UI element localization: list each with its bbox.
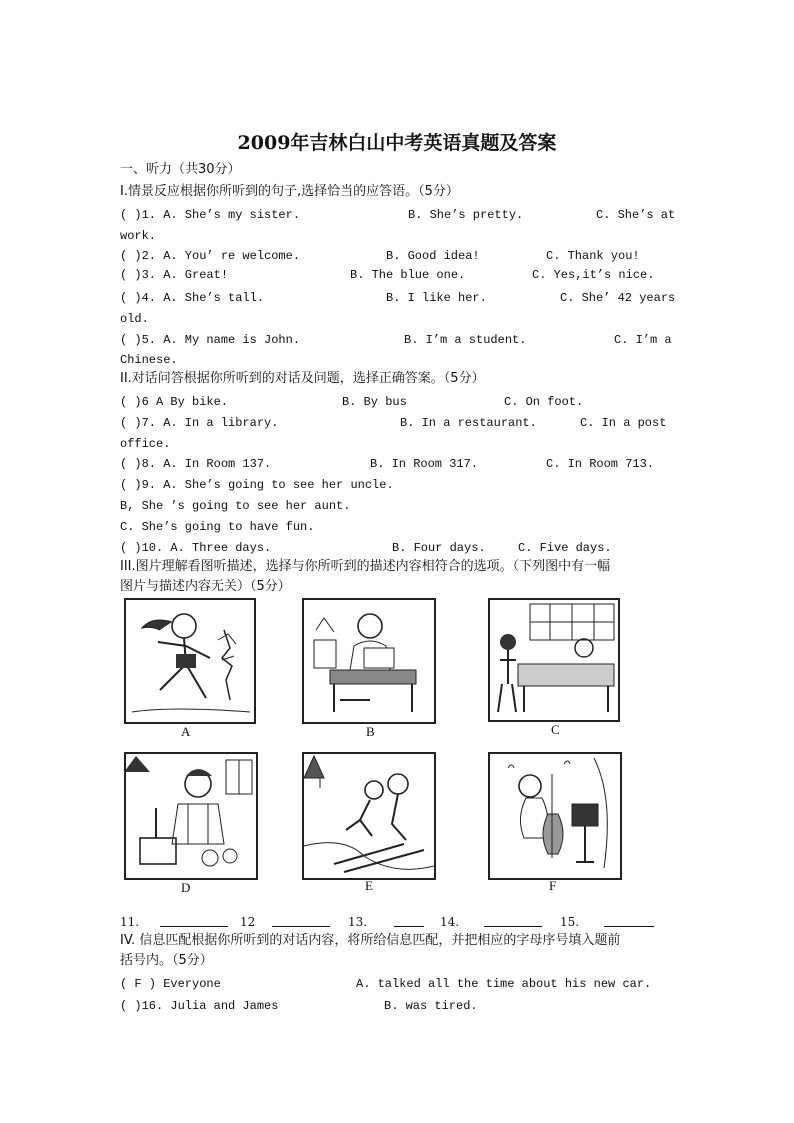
picture-label-f: F: [549, 878, 557, 893]
q3-option-a: ( )3. A. Great!: [120, 268, 229, 282]
q6-option-c: C. On foot.: [504, 395, 584, 409]
picture-e: [302, 752, 436, 880]
section-heading-listening: 一、听力（共30分）: [120, 162, 241, 177]
blank-15[interactable]: [604, 914, 654, 927]
boy-playing-cello-illustration: [490, 754, 620, 878]
q4-option-b: B. I like her.: [386, 291, 487, 305]
q8-option-a: ( )8. A. In Room 137.: [120, 457, 272, 471]
blank-label-14: 14.: [440, 915, 460, 929]
q5-option-b: B. I’m a student.: [404, 333, 527, 347]
q7-option-c: C. In a post: [580, 416, 667, 430]
q1-option-a: ( )1. A. She’s my sister.: [120, 208, 301, 222]
part-iii-heading-cont: 图片与描述内容无关）（5分）: [120, 579, 291, 594]
picture-b: [302, 598, 436, 724]
q5-wrap: Chinese.: [120, 353, 178, 367]
man-cooking-illustration: [126, 754, 256, 878]
running-girl-illustration: [126, 600, 254, 722]
q5-option-c: C. I’m a: [614, 333, 672, 347]
boy-reading-illustration: [304, 600, 434, 722]
q2-option-c: C. Thank you!: [546, 249, 640, 263]
part-iv-heading: IV. 信息匹配根据你所听到的对话内容，将所给信息匹配，并把相应的字母序号填入题前: [120, 933, 621, 948]
q6-option-a: ( )6 A By bike.: [120, 395, 229, 409]
q1-wrap: work.: [120, 229, 157, 243]
q3-option-b: B. The blue one.: [350, 268, 466, 282]
picture-label-e: E: [365, 878, 373, 893]
picture-a: [124, 598, 256, 724]
page-title: 2009年吉林白山中考英语真题及答案: [237, 132, 557, 154]
skiing-illustration: [304, 754, 434, 878]
blank-label-12: 12: [240, 915, 256, 929]
blank-12[interactable]: [272, 914, 330, 927]
picture-c: [488, 598, 620, 722]
example-right: A. talked all the time about his new car.: [356, 977, 652, 991]
q16-right: B. was tired.: [384, 999, 478, 1013]
q6-option-b: B. By bus: [342, 395, 407, 409]
q1-option-b: B. She’s pretty.: [408, 208, 524, 222]
part-iv-heading-cont: 括号内。（5分）: [120, 953, 213, 968]
q8-option-c: C. In Room 713.: [546, 457, 655, 471]
blank-label-11: 11.: [120, 915, 140, 929]
q10-option-a: ( )10. A. Three days.: [120, 541, 272, 555]
q2-option-a: ( )2. A. You’ re welcome.: [120, 249, 301, 263]
q9-option-c: C. She’s going to have fun.: [120, 520, 315, 534]
blank-label-15: 15.: [560, 915, 580, 929]
picture-d: [124, 752, 258, 880]
picture-label-b: B: [366, 724, 375, 739]
picture-f: [488, 752, 622, 880]
q4-wrap: old.: [120, 312, 149, 326]
q1-option-c: C. She’s at: [596, 208, 676, 222]
q4-option-c: C. She’ 42 years: [560, 291, 676, 305]
picture-label-d: D: [181, 880, 191, 895]
blank-label-13: 13.: [348, 915, 368, 929]
blank-13[interactable]: [394, 914, 424, 927]
blank-11[interactable]: [160, 914, 228, 927]
q16-left: ( )16. Julia and James: [120, 999, 279, 1013]
blank-14[interactable]: [484, 914, 542, 927]
q10-option-c: C. Five days.: [518, 541, 612, 555]
q10-option-b: B. Four days.: [392, 541, 486, 555]
q4-option-a: ( )4. A. She’s tall.: [120, 291, 265, 305]
part-i-heading: I.情景反应根据你所听到的句子,选择恰当的应答语。（5分）: [120, 184, 459, 199]
q7-wrap: office.: [120, 437, 171, 451]
q5-option-a: ( )5. A. My name is John.: [120, 333, 301, 347]
q8-option-b: B. In Room 317.: [370, 457, 479, 471]
office-illustration: [490, 600, 618, 720]
q7-option-b: B. In a restaurant.: [400, 416, 537, 430]
part-ii-heading: II.对话问答根据你所听到的对话及问题，选择正确答案。（5分）: [120, 371, 485, 386]
q9-option-b: B, She ’s going to see her aunt.: [120, 499, 351, 513]
q3-option-c: C. Yes,it’s nice.: [532, 268, 655, 282]
example-left: ( F ) Everyone: [120, 977, 221, 991]
picture-label-a: A: [181, 724, 191, 739]
part-iii-heading: III.图片理解看图听描述，选择与你所听到的描述内容相符合的选项。（下列图中有一幅: [120, 559, 611, 574]
picture-label-c: C: [551, 722, 560, 737]
q9-option-a: ( )9. A. She’s going to see her uncle.: [120, 478, 394, 492]
q7-option-a: ( )7. A. In a library.: [120, 416, 279, 430]
q2-option-b: B. Good idea!: [386, 249, 480, 263]
